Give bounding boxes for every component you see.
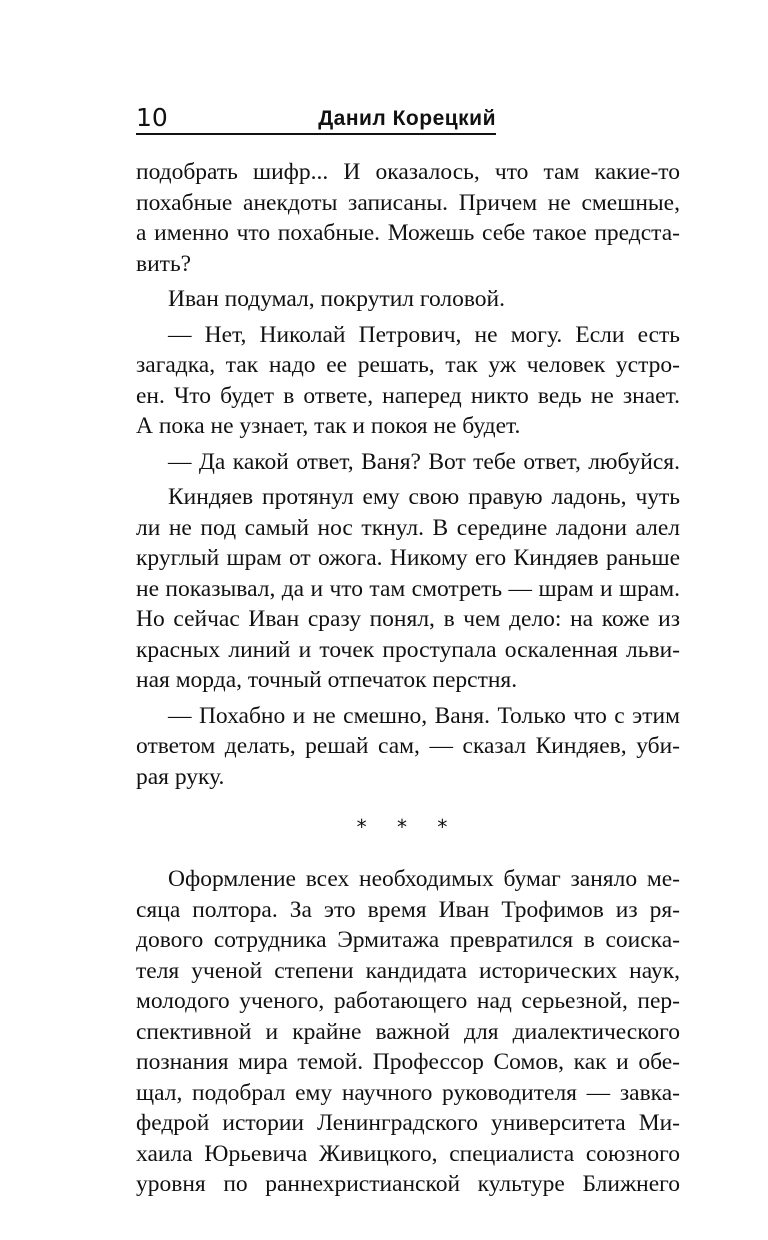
paragraph	[136, 864, 680, 1200]
paragraph	[136, 157, 680, 279]
text-line: познания мира темой. Профессор Сомов, как и обе-	[136, 1049, 680, 1075]
text-line: ная морда, точный отпечаток перстня.	[136, 667, 518, 693]
text-line: хаила Юрьевича Живицкого, специалиста союзного	[136, 1140, 680, 1167]
paragraph	[136, 284, 680, 315]
header-rule	[136, 133, 496, 135]
running-head-author: Данил Корецкий	[318, 107, 496, 130]
text-line: спективной и крайне важной для диалектического	[136, 1018, 680, 1045]
text-line: щал, подобрал ему научного руководителя — завка-	[136, 1079, 680, 1106]
text-line: похабные анекдоты записаны. Причем не смешные,	[136, 189, 680, 216]
paragraph	[136, 447, 680, 478]
page-number: 10	[136, 103, 168, 132]
text-line: загадка, так надо ее решать, так уж человек устро-	[136, 352, 680, 378]
text-line: А пока не узнает, так и покоя не будет.	[136, 413, 521, 439]
paragraph	[136, 320, 680, 442]
paragraph	[136, 482, 680, 696]
text-line: Иван подумал, покрутил головой.	[168, 286, 505, 312]
body-text	[136, 157, 680, 1200]
text-line: уровня по раннехристианской культуре Ближнего	[136, 1171, 680, 1197]
text-line: вить?	[136, 250, 192, 277]
text-line: сяца полтора. За это время Иван Трофимов из ря-	[136, 896, 680, 923]
text-line: Оформление всех необходимых бумаг заняло ме-	[168, 866, 680, 892]
text-line: Но сейчас Иван сразу понял, в чем дело: на коже из	[136, 606, 680, 632]
text-line: красных линий и точек проступала оскаленная льви-	[136, 636, 680, 663]
text-line: — Похабно и не смешно, Ваня. Только что с этим	[168, 702, 680, 729]
text-line: федрой истории Ленинградского университета Ми-	[136, 1110, 680, 1136]
text-line: — Нет, Николай Петрович, не могу. Если есть	[168, 321, 680, 348]
text-line: не показывал, да и что там смотреть — шрам и шрам.	[136, 575, 680, 602]
text-line: круглый шрам от ожога. Никому его Киндяев раньше	[136, 545, 680, 571]
paragraph	[136, 701, 680, 793]
text-line: рая руку.	[136, 763, 225, 790]
text-line: а именно что похабные. Можешь себе такое предста-	[136, 220, 680, 246]
text-line: ли не под самый нос ткнул. В середине ладони алел	[136, 514, 680, 541]
section-separator: * * *	[356, 815, 460, 839]
text-line: ен. Что будет в ответе, наперед никто ведь не знает.	[136, 382, 680, 409]
text-line: — Да какой ответ, Ваня? Вот тебе ответ, любуйся.	[168, 448, 680, 475]
page-header	[136, 100, 496, 136]
text-line: подобрать шифр... И оказалось, что там какие-то	[136, 159, 680, 185]
text-line: дового сотрудника Эрмитажа превратился в соиска-	[136, 927, 680, 953]
text-line: ответом делать, решай сам, — сказал Киндяев, уби-	[136, 733, 680, 759]
text-line: теля ученой степени кандидата исторических наук,	[136, 957, 680, 984]
text-line: молодого ученого, работающего над серьезной, пер-	[136, 988, 680, 1014]
text-line: Киндяев протянул ему свою правую ладонь, чуть	[168, 484, 680, 510]
